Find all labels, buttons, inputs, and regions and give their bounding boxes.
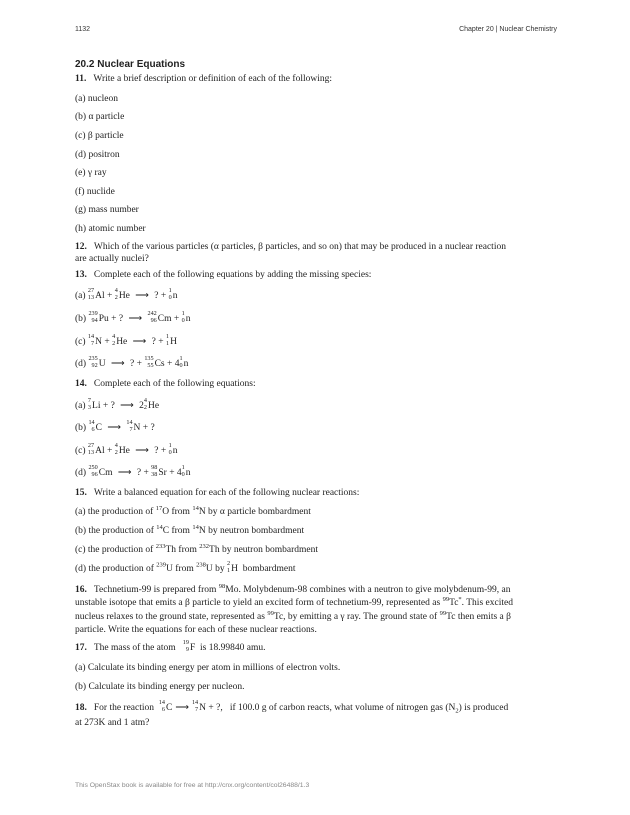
q13-equation-a <box>75 289 560 302</box>
plus-sign: + <box>158 336 164 347</box>
nuclide: 19 9 F <box>182 639 196 653</box>
question-number: 18. <box>75 702 87 713</box>
question-text: Write a brief description or definition of each of the following: <box>93 74 332 84</box>
question-number: 13. <box>75 270 87 280</box>
chapter-title: Chapter 20 | Nuclear Chemistry <box>459 26 557 33</box>
unknown-species: ? <box>118 313 124 324</box>
q16-line-3: nucleus relaxes to the ground state, represented as $^{99}$Tc, by emitting a γ ray. The ground state of $^{99}$Tc then emits a β <box>75 609 511 622</box>
q15-item-a: (a) the production of $^{17}$O from $^{14}$N by α particle bombardment <box>75 504 311 517</box>
nuclide: 4 2 He <box>143 397 160 411</box>
nuclide: 1 0 n <box>181 464 191 478</box>
plus-sign: + <box>169 467 175 478</box>
reaction-arrow: ⟶ <box>120 400 134 411</box>
plus-sign: + <box>106 445 113 456</box>
nuclide: 1 0 n <box>168 287 178 301</box>
part-label: (d) <box>75 467 87 478</box>
question-text: Write a balanced equation for each of the following nuclear reactions: <box>93 488 360 498</box>
question-text: Complete each of the following equations by adding the missing species: <box>93 270 372 280</box>
nuclide: 7 3 Li <box>87 397 101 411</box>
nuclide: 4 2 He <box>112 333 128 347</box>
question-11 <box>75 73 560 85</box>
unknown-species: ? <box>154 290 159 301</box>
plus-sign: + <box>102 400 109 411</box>
reaction-arrow: ⟶ <box>107 422 121 433</box>
plus-sign: + <box>106 290 113 301</box>
q11-item-f: (f) nuclide <box>75 187 115 197</box>
q12-line-2: are actually nuclei? <box>75 254 149 264</box>
plus-sign: + <box>104 336 110 347</box>
question-text: Which of the various particles (α particles, β particles, and so on) that may be produced in a nuclear reaction <box>93 242 506 252</box>
q13-equation-c <box>75 335 560 348</box>
plus-sign: + <box>160 290 167 301</box>
unknown-species: ? <box>150 422 155 433</box>
q11-item-d: (d) positron <box>75 150 120 160</box>
reaction-arrow: ⟶ <box>135 445 149 456</box>
question-text: Complete each of the following equations: <box>93 379 256 389</box>
q14-equation-d <box>75 466 560 479</box>
nuclide: 27 13 Al <box>87 287 105 301</box>
nuclide: 135 55 Cs <box>144 355 165 369</box>
question-17: 17. The mass of the atom 19 9 F is 18.99840 amu. <box>75 639 266 653</box>
question-12 <box>75 241 560 253</box>
page-header <box>75 26 557 38</box>
nuclide: 1 0 n <box>181 310 191 324</box>
unknown-species: ? <box>110 400 115 411</box>
part-label: (b) <box>75 313 87 324</box>
plus-sign: + <box>167 358 173 369</box>
q11-item-c: (c) β particle <box>75 131 124 141</box>
question-number: 16. <box>75 585 87 595</box>
part-label: (a) <box>75 290 86 301</box>
part-label: (c) <box>75 336 86 347</box>
q14-equation-b <box>75 421 560 434</box>
reaction-arrow: ⟶ <box>117 467 132 478</box>
q11-item-e: (e) γ ray <box>75 168 107 178</box>
nuclide: 1 1 H <box>165 333 177 347</box>
coefficient: 4 <box>176 467 182 478</box>
reaction-arrow: ⟶ <box>132 336 147 347</box>
unknown-species: ? <box>154 445 159 456</box>
plus-sign: + <box>160 445 167 456</box>
nuclide: 27 13 Al <box>87 442 105 456</box>
question-18: 18. For the reaction 14 6 C ⟶ 14 7 N + ?, if 100.0 g of carbon reacts, what volume of nitrogen gas $(N_2)$ is produced <box>75 699 509 715</box>
question-number: 15. <box>75 488 87 498</box>
reaction-arrow: ⟶ <box>128 313 143 324</box>
unknown-species: ? <box>136 467 142 478</box>
q11-item-a: (a) nucleon <box>75 94 118 104</box>
q13-equation-b <box>75 312 560 325</box>
page-number: 1132 <box>75 26 91 33</box>
question-number: 11. <box>75 74 87 84</box>
section-heading: 20.2 Nuclear Equations <box>75 59 186 70</box>
coefficient: 2 <box>139 400 144 411</box>
question-number: 17. <box>75 642 87 653</box>
question-number: 14. <box>75 379 87 389</box>
part-label: (a) <box>75 400 86 411</box>
q14-equation-a <box>75 399 560 412</box>
nuclide: 14 7 N <box>126 419 141 433</box>
nuclide: 14 7 N <box>191 699 206 713</box>
nuclide: 2 1 H <box>226 560 238 574</box>
unknown-species: ? <box>129 358 135 369</box>
nuclide: 239 94 Pu <box>88 310 109 324</box>
nuclide: 14 7 N <box>87 333 102 347</box>
q17-item-b: (b) Calculate its binding energy per nucleon. <box>75 682 245 692</box>
q16-line-4: particle. Write the equations for each of these nuclear reactions. <box>75 625 317 635</box>
reaction-arrow: ⟶ <box>135 290 149 301</box>
question-number: 12. <box>75 242 87 252</box>
q17-item-a: (a) Calculate its binding energy per atom in millions of electron volts. <box>75 663 341 673</box>
coefficient: 4 <box>174 358 180 369</box>
nuclide: 242 96 Cm <box>147 310 172 324</box>
plus-sign: + <box>173 313 180 324</box>
plus-sign: + <box>111 313 117 324</box>
nuclide: 14 6 C <box>88 419 102 433</box>
q15-item-d: (d) the production of $^{239}$U from $^{238}$U by 2 1 H bombardment <box>75 560 296 574</box>
q15-item-c: (c) the production of $^{233}$Th from $^{232}$Th by neutron bombardment <box>75 542 318 555</box>
nuclide: 4 2 He <box>114 442 130 456</box>
question-13 <box>75 269 560 281</box>
nuclide: 4 2 He <box>114 287 130 301</box>
q18-line-2: at 273K and 1 atm? <box>75 718 150 728</box>
nuclide: 14 6 C <box>158 699 173 713</box>
reaction-arrow: ⟶ <box>175 702 189 713</box>
q11-item-h: (h) atomic number <box>75 224 146 234</box>
part-label: (d) <box>75 358 87 369</box>
part-label: (c) <box>75 445 86 456</box>
plus-sign: + <box>136 358 142 369</box>
question-15 <box>75 487 560 499</box>
q13-equation-d <box>75 357 560 370</box>
question-16: 16. Technetium-99 is prepared from $^{98}$Mo. Molybdenum-98 combines with a neutron to give molybdenum-99, an <box>75 582 511 595</box>
q14-equation-c <box>75 444 560 457</box>
page-footer: This OpenStax book is available for free at http://cnx.org/content/col26488/1.3 <box>75 782 310 789</box>
nuclide: 235 92 U <box>88 355 106 369</box>
part-label: (b) <box>75 422 87 433</box>
reaction-arrow: ⟶ <box>110 358 125 369</box>
q15-item-b: (b) the production of $^{14}$C from $^{14}$N by neutron bombardment <box>75 523 305 536</box>
nuclide: 1 0 n <box>168 442 178 456</box>
q11-item-b: (b) α particle <box>75 112 125 122</box>
question-14 <box>75 378 560 390</box>
nuclide: 1 0 n <box>179 355 189 369</box>
q11-item-g: (g) mass number <box>75 205 139 215</box>
plus-sign: + <box>142 422 149 433</box>
plus-sign: + <box>143 467 149 478</box>
nuclide: 98 38 Sr <box>151 464 167 478</box>
nuclide: 250 96 Cm <box>88 464 113 478</box>
q16-line-2: unstable isotope that emits a β particle to yield an excited form of technetium-99, represented as $^{99}$Tc*. This excited <box>75 595 513 608</box>
unknown-species: ? <box>151 336 156 347</box>
